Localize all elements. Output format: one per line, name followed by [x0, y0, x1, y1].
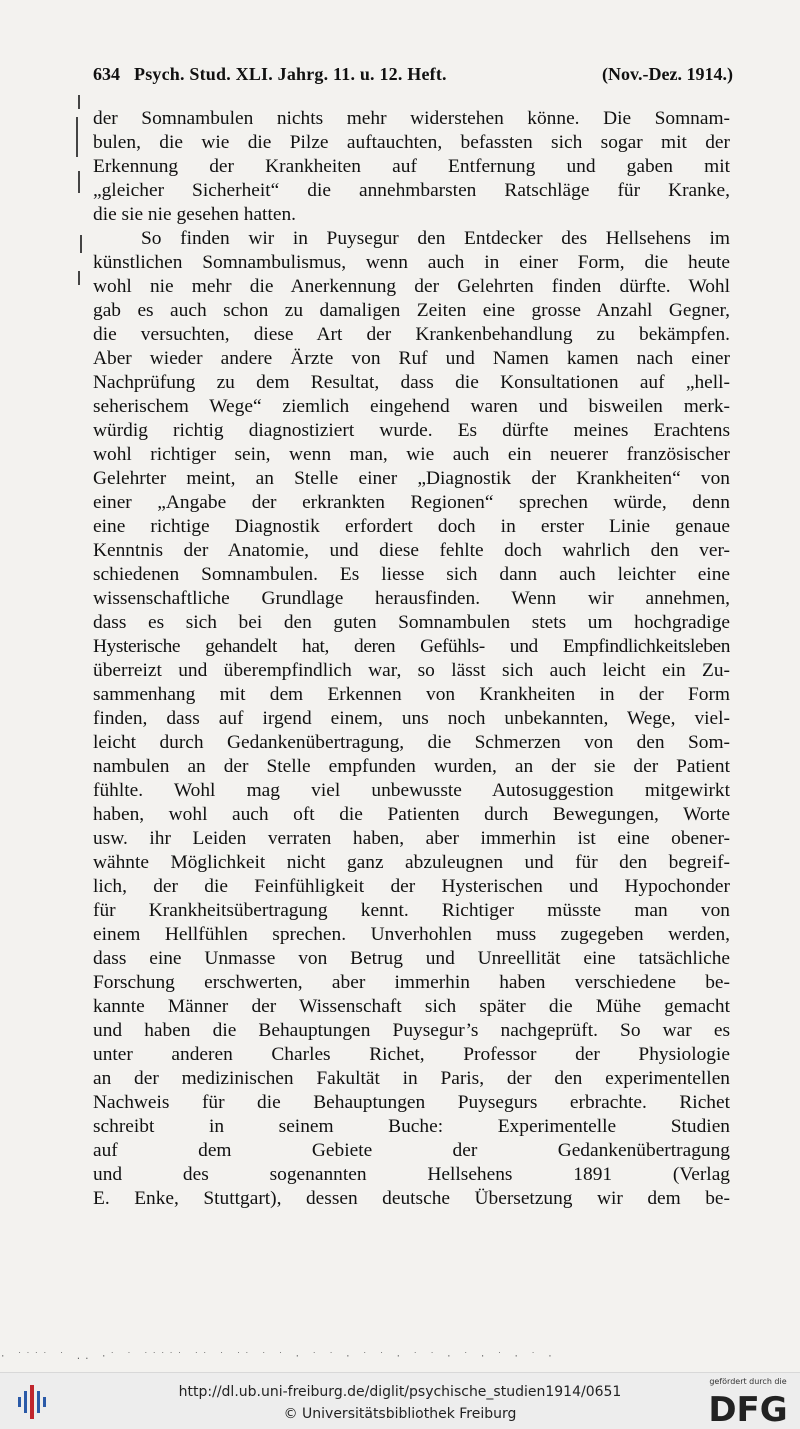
text-line: dass eine Unmasse von Betrug und Unreellität eine tatsächliche [93, 948, 730, 969]
footer-bar [0, 1372, 800, 1429]
dfg-badge [700, 1377, 796, 1427]
page-number: 634 [93, 64, 120, 84]
text-line: bulen, die wie die Pilze auftauchten, befassten sich sogar mit der [93, 132, 730, 153]
text-line: usw. ihr Leiden verraten haben, aber immerhin ist eine obener- [93, 828, 730, 849]
source-url-link[interactable]: http://dl.ub.uni-freiburg.de/diglit/psychische_studien1914/0651 [178, 1384, 622, 1400]
text-line: Nachweis für die Behauptungen Puysegurs erbrachte. Richet [93, 1092, 730, 1113]
text-line: schreibt in seinem Buche: Experimentelle Studien [93, 1116, 730, 1137]
text-line: wohl nie mehr die Anerkennung der Gelehrten finden dürfte. Wohl [93, 276, 730, 297]
text-line: wohl richtiger sein, wenn man, wie auch ein neuerer französischer [93, 444, 730, 465]
text-line: finden, dass auf irgend einem, uns noch unbekannten, Wege, viel- [93, 708, 730, 729]
text-line: gab es auch schon zu damaligen Zeiten eine grosse Anzahl Gegner, [93, 300, 730, 321]
text-line: überreizt und überempfindlich war, so lässt sich auch leicht ein Zu- [93, 660, 730, 681]
text-line: einer „Angabe der erkrankten Regionen“ sprechen würde, denn [93, 492, 730, 513]
text-line: eine richtige Diagnostik erfordert doch in erster Linie genaue [93, 516, 730, 537]
text-line: an der medizinischen Fakultät in Paris, der den experimentellen [93, 1068, 730, 1089]
margin-marks [74, 95, 90, 295]
text-line: künstlichen Somnambulismus, wenn auch in einer Form, die heute [93, 252, 730, 273]
text-line: Forschung erschwerten, aber immerhin haben verschiedene be- [93, 972, 730, 993]
text-line: würdig richtig diagnostiziert wurde. Es dürfte meines Erachtens [93, 420, 730, 441]
text-line: kannte Männer der Wissenschaft sich später die Mühe gemacht [93, 996, 730, 1017]
text-line: Erkennung der Krankheiten auf Entfernung und gaben mit [93, 156, 730, 177]
text-line: E. Enke, Stuttgart), dessen deutsche Übersetzung wir dem be- [93, 1188, 730, 1209]
text-line: unter anderen Charles Richet, Professor der Physiologie [93, 1044, 730, 1065]
running-header [93, 64, 733, 88]
text-line: Kenntnis der Anatomie, und diese fehlte doch wahrlich den ver- [93, 540, 730, 561]
text-line: auf dem Gebiete der Gedankenübertragung [93, 1140, 730, 1161]
copyright-notice: © Universitätsbibliothek Freiburg [283, 1406, 517, 1422]
text-line: haben, wohl auch oft die Patienten durch Bewegungen, Worte [93, 804, 730, 825]
text-line: und haben die Behauptungen Puysegur’s nachgeprüft. So war es [93, 1020, 730, 1041]
paragraph-start: So finden wir in Puysegur den Entdecker des Hellsehens im [141, 228, 730, 249]
text-line: schiedenen Somnambulen. Es liesse sich dann auch leichter eine [93, 564, 730, 585]
running-title: Psych. Stud. XLI. Jahrg. 11. u. 12. Heft. [134, 64, 447, 84]
text-line: Aber wieder andere Ärzte von Ruf und Namen kamen nach einer [93, 348, 730, 369]
text-line: wissenschaftliche Grundlage herausfinden. Wenn wir annehmen, [93, 588, 730, 609]
text-line: seherischem Wege“ ziemlich eingehend waren und bisweilen merk- [93, 396, 730, 417]
text-line: nambulen an der Stelle empfunden wurden, an der sie der Patient [93, 756, 730, 777]
text-line: einem Hellfühlen sprechen. Unverhohlen muss zugegeben werden, [93, 924, 730, 945]
text-line: leicht durch Gedankenübertragung, die Schmerzen von den Som- [93, 732, 730, 753]
text-line: der Somnambulen nichts mehr widerstehen könne. Die Somnam- [93, 108, 730, 129]
text-line: lich, der die Feinfühligkeit der Hysterischen und Hypochonder [93, 876, 730, 897]
body-text [93, 107, 730, 1211]
scan-edge-noise: · ˙˙˙˙ ˙ .. ·˙ ˙ ˙˙˙˙˙ ˙˙ ˙ ˙˙ ˙ ˙ · ˙ ˙ · ˙ ˙ · ˙ ˙ · ˙ · ˙ · ˙ · [0, 1352, 556, 1362]
svg-text:DFG: DFG [708, 1390, 788, 1426]
text-line: die sie nie gesehen hatten. [93, 204, 296, 225]
text-line: „gleicher Sicherheit“ die annehmbarsten Ratschläge für Kranke, [93, 180, 730, 201]
text-line: sammenhang mit dem Erkennen von Krankheiten in der Form [93, 684, 730, 705]
text-line: dass es sich bei den guten Somnambulen stets um hochgradige [93, 612, 730, 633]
text-line: Gelehrter meint, an Stelle einer „Diagnostik der Krankheiten“ von [93, 468, 730, 489]
text-line: wähnte Möglichkeit nicht ganz abzuleugnen und für den begreif- [93, 852, 730, 873]
text-line: Nachprüfung zu dem Resultat, dass die Konsultationen auf „hell- [93, 372, 730, 393]
text-line: für Krankheitsübertragung kennt. Richtiger müsste man von [93, 900, 730, 921]
text-line: die versuchten, diese Art der Krankenbehandlung zu bekämpfen. [93, 324, 730, 345]
text-line: fühlte. Wohl mag viel unbewusste Autosuggestion mitgewirkt [93, 780, 730, 801]
issue-date: (Nov.-Dez. 1914.) [602, 64, 733, 84]
text-line: und des sogenannten Hellsehens 1891 (Verlag [93, 1164, 730, 1185]
dfg-caption: gefördert durch die [709, 1377, 787, 1386]
dfg-logo-icon [708, 1388, 788, 1426]
text-line: Hysterische gehandelt hat, deren Gefühls- und Empfindlichkeitsleben [93, 636, 730, 657]
